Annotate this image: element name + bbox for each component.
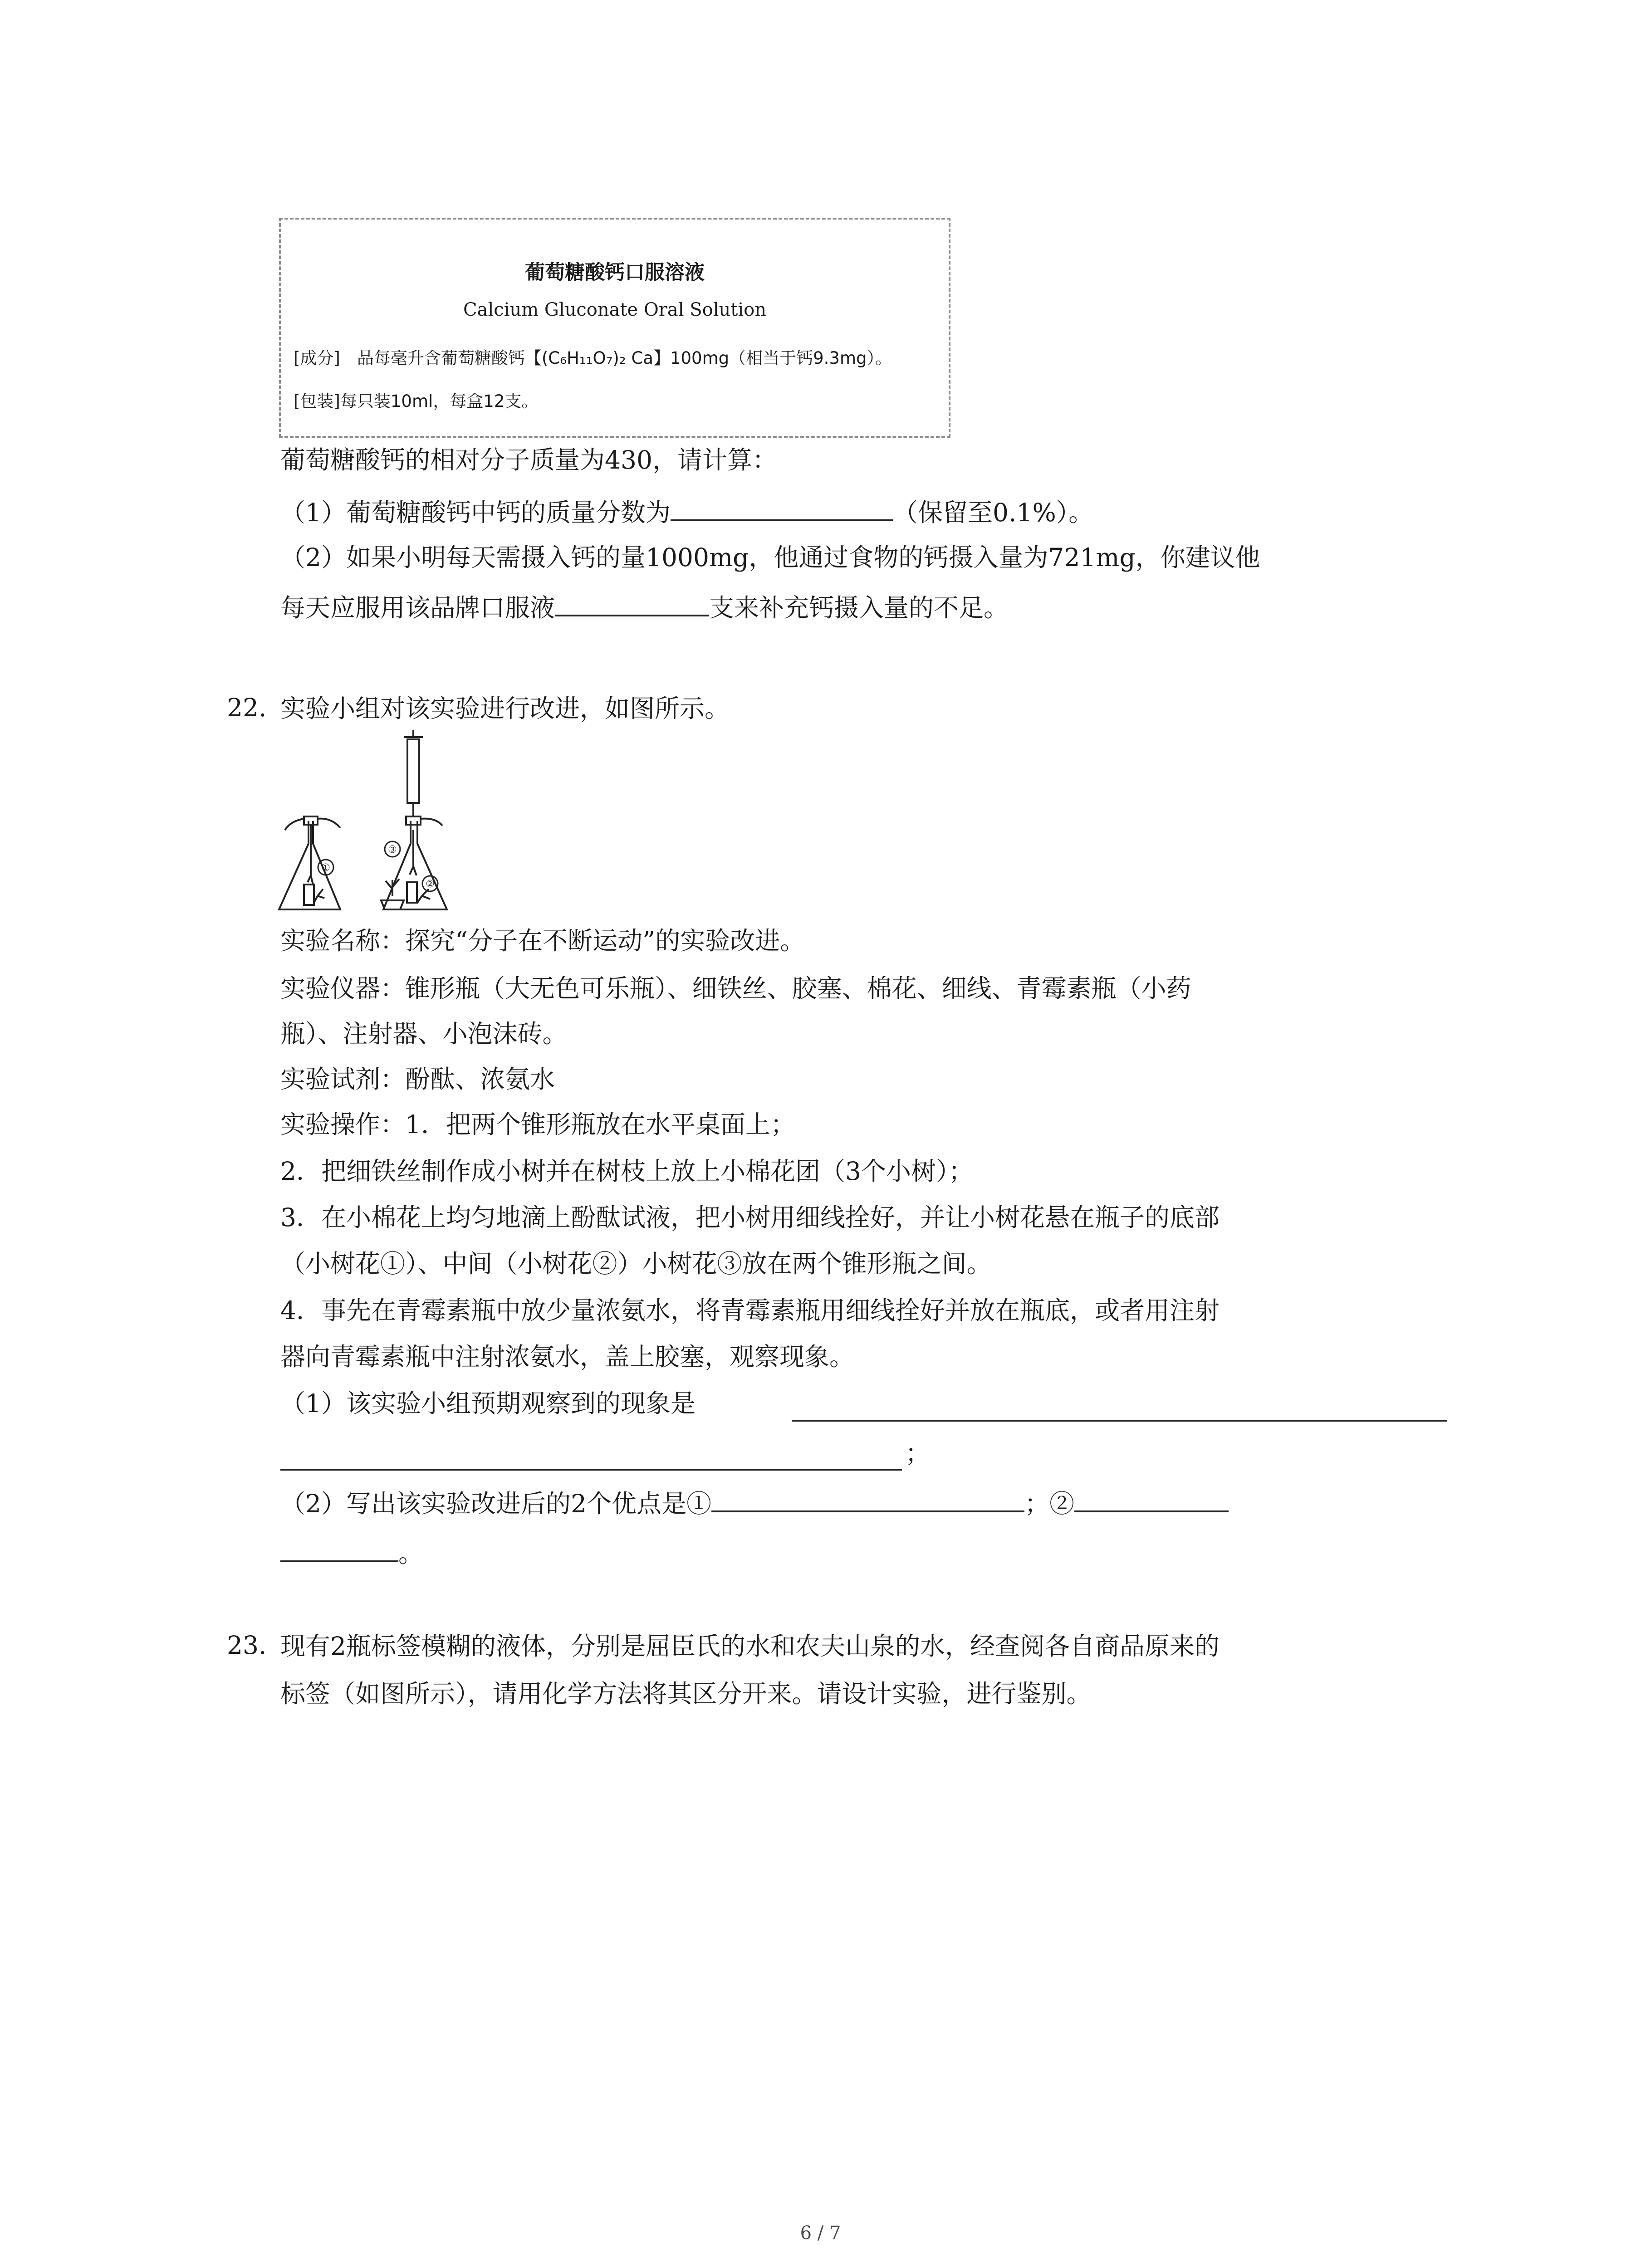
q21-part2-text: 每天应服用该品牌口服液 (280, 593, 555, 622)
q22-name: 实验名称：探究“分子在不断运动”的实验改进。 (280, 926, 805, 955)
fig-label-1: ① (321, 862, 330, 874)
q22-instruments-2: 瓶）、注射器、小泡沫砖。 (280, 1019, 568, 1048)
q22-intro: 实验小组对该实验进行改进，如图所示。 (280, 694, 730, 723)
q21-part1-text: （1）葡萄糖酸钙中钙的质量分数为 (280, 498, 671, 527)
q21-intro: 葡萄糖酸钙的相对分子质量为430，请计算： (280, 445, 777, 474)
q21-part1-tail: （保留至0.1%）。 (893, 498, 1094, 527)
medicine-label (279, 218, 950, 438)
q22-op3-b: （小树花①）、中间（小树花②）小树花③放在两个锥形瓶之间。 (280, 1249, 992, 1278)
experiment-figure (272, 730, 454, 921)
q22-sub1: （1）该实验小组预期观察到的现象是 (280, 1389, 696, 1418)
q22-sub2-end: 。 (398, 1539, 424, 1568)
answer-blank[interactable] (671, 494, 893, 521)
q21-part2-tail: 支来补充钙摄入量的不足。 (709, 593, 1009, 622)
q21-part2-line1: （2）如果小明每天需摄入钙的量1000mg，他通过食物的钙摄入量为721mg，你建议他 (280, 543, 1260, 572)
q22-op3-a: 3．在小棉花上均匀地滴上酚酞试液，把小树用细线拴好，并让小树花悬在瓶子的底部 (280, 1203, 1220, 1232)
answer-blank[interactable] (280, 1469, 902, 1471)
fig-label-3: ③ (388, 844, 397, 855)
q23-number: 23. (227, 1631, 267, 1660)
q22-sub2 (280, 1486, 1229, 1520)
q21-part1 (280, 494, 1093, 528)
q22-op4-b: 器向青霉素瓶中注射浓氨水，盖上胶塞，观察现象。 (280, 1342, 855, 1371)
label-title-en: Calcium Gluconate Oral Solution (463, 299, 766, 320)
q22-sub2-text: （2）写出该实验改进后的2个优点是① (280, 1489, 711, 1518)
label-ingredients: [成分] 品每毫升含葡萄糖酸钙【(C₆H₁₁O₇)₂ Ca】100mg（相当于钙9.3mg）。 (294, 348, 892, 368)
q22-sub2-mid: ；② (1024, 1489, 1075, 1518)
q21-part2-line2 (280, 590, 1009, 624)
answer-blank[interactable] (792, 1420, 1447, 1422)
q22-op1: 实验操作：1．把两个锥形瓶放在水平桌面上； (280, 1110, 795, 1139)
answer-blank[interactable] (280, 1535, 398, 1562)
q22-op4-a: 4．事先在青霉素瓶中放少量浓氨水，将青霉素瓶用细线拴好并放在瓶底，或者用注射 (280, 1296, 1220, 1325)
q22-sub1-end: ； (905, 1439, 931, 1468)
q23-line2: 标签（如图所示），请用化学方法将其区分开来。请设计实验，进行鉴别。 (280, 1679, 1092, 1708)
q22-instruments-1: 实验仪器：锥形瓶（大无色可乐瓶）、细铁丝、胶塞、棉花、细线、青霉素瓶（小药 (280, 974, 1191, 1003)
q22-sub2-cont (280, 1535, 423, 1569)
q22-op2: 2．把细铁丝制作成小树并在树枝上放上小棉花团（3个小树）； (280, 1157, 974, 1186)
label-title-cn: 葡萄糖酸钙口服溶液 (525, 261, 705, 284)
label-package: [包装]每只装10ml，每盒12支。 (294, 391, 539, 411)
answer-blank[interactable] (711, 1486, 1024, 1512)
answer-blank[interactable] (1074, 1486, 1229, 1512)
fig-label-2: ② (426, 879, 435, 890)
page-number: 6 / 7 (800, 2223, 841, 2244)
q22-reagents: 实验试剂：酚酞、浓氨水 (280, 1065, 555, 1094)
q22-number: 22. (227, 693, 267, 722)
answer-blank[interactable] (555, 590, 709, 616)
q23-line1: 现有2瓶标签模糊的液体，分别是屈臣氏的水和农夫山泉的水，经查阅各自商品原来的 (280, 1632, 1220, 1661)
